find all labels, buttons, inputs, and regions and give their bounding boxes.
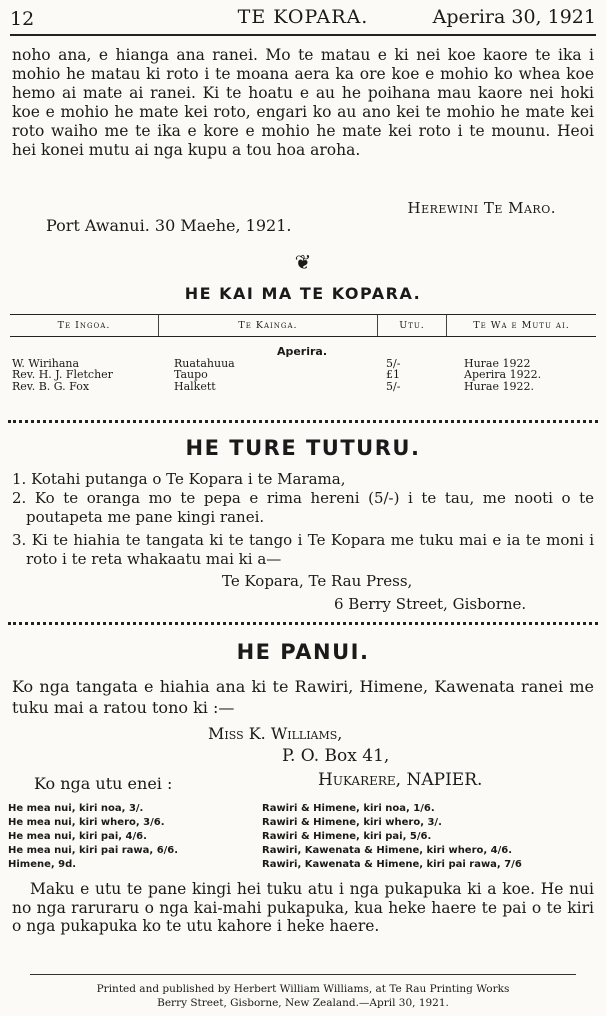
subscriber-place: Taupo <box>174 368 208 381</box>
price-item: Rawiri, Kawenata & Himene, kiri pai rawa, 7/6 <box>262 859 522 870</box>
rule-item <box>12 470 594 489</box>
price-item: Rawiri, Kawenata & Himene, kiri whero, 4/6. <box>262 845 513 856</box>
prices-right-list <box>262 802 522 872</box>
subscriber-amount: 5/- <box>386 356 401 370</box>
price-item: He mea nui, kiri pai, 4/6. <box>8 831 147 842</box>
rule-text: Kotahi putanga o Te Kopara i te Marama, <box>31 470 346 488</box>
letter-signature: Herewini Te Maro. <box>407 199 556 217</box>
subscriber-expiry: Hurae 1922. <box>464 379 534 393</box>
subscriptions-list <box>12 346 592 392</box>
rule-number: 1. <box>12 470 27 488</box>
page-number: 12 <box>10 8 35 30</box>
ornament-divider: ❦ <box>294 250 312 274</box>
page-header <box>10 6 596 32</box>
price-item: Rawiri & Himene, kiri whero, 3/. <box>262 817 442 828</box>
rules-address-line1: Te Kopara, Te Rau Press, <box>222 572 413 590</box>
subscriber-name: Rev. B. G. Fox <box>12 379 90 393</box>
rule-text: Ko te oranga mo te pepa e rima hereni (5/-) i te tau, me nooti o te poutapeta me pane kingi ranei. <box>26 489 594 526</box>
price-item: He mea nui, kiri pai rawa, 6/6. <box>8 845 179 856</box>
price-item: Rawiri & Himene, kiri pai, 5/6. <box>262 831 432 842</box>
subscriber-name: Rev. H. J. Fletcher <box>12 368 113 381</box>
col-kainga: Te Kainga. <box>159 315 378 337</box>
table-row <box>12 369 592 381</box>
price-item: He mea nui, kiri whero, 3/6. <box>8 817 165 828</box>
price-item: Himene, 9d. <box>8 859 77 870</box>
notice-intro: Ko nga tangata e hiahia ana ki te Rawiri, Himene, Kawenata ranei me tuku mai a ratou tono ki :— <box>12 677 594 717</box>
notice-title: HE PANUI. <box>236 640 370 664</box>
price-item: He mea nui, kiri noa, 3/. <box>8 803 144 814</box>
notice-address-town: Hukarere, NAPIER. <box>318 770 483 790</box>
notice-address-box: P. O. Box 41, <box>282 746 390 766</box>
rule-text: Ki te hiahia te tangata ki te tango i Te Kopara me tuku mai e ia te moni i roto i te reta whakaatu mai ki a— <box>26 531 594 568</box>
imprint-line2: Berry Street, Gisborne, New Zealand.—April 30, 1921. <box>157 997 449 1009</box>
letter-body: noho ana, e hianga ana ranei. Mo te matau e ki nei koe kaore te ika i mohio he matau ki roto i te moana aera ka ore koe e mohio ko whea koe hemo ai mate ai ranei. Ki te hoatu e au he poihana mau kaore nei hoki koe e mohio he mate kei roto, engari ko au ano kei te mohio he mate kei roto waiho me te ika e kore e mohio he mate kei roto i te mounu. Heoi hei konei mutu ai nga kupu a tou hoa aroha. <box>12 46 594 159</box>
letter-place-date: Port Awanui. 30 Maehe, 1921. <box>46 216 292 235</box>
subscriber-expiry: Hurae 1922 <box>464 356 531 370</box>
rule-number: 3. <box>12 531 27 549</box>
prices-left-list <box>8 802 178 872</box>
newspaper-title: TE KOPARA. <box>237 6 369 28</box>
price-item: Rawiri & Himene, kiri noa, 1/6. <box>262 803 435 814</box>
issue-date: Aperira 30, 1921 <box>432 6 596 28</box>
subscriber-expiry: Aperira 1922. <box>464 368 542 381</box>
subscriber-amount: 5/- <box>386 379 401 393</box>
subscriptions-month: Aperira. <box>276 345 328 358</box>
notice-address-name: Miss K. Williams, <box>208 724 343 743</box>
col-wa-mutu: Te Wa e Mutu ai. <box>447 315 597 337</box>
table-row <box>12 381 592 393</box>
prices-label: Ko nga utu enei : <box>34 774 173 793</box>
subscriber-name: W. Wirihana <box>12 356 80 370</box>
rules-title: HE TURE TUTURU. <box>185 436 421 460</box>
col-utu: Utu. <box>378 315 447 337</box>
notice-closing: Maku e utu te pane kingi hei tuku atu i nga pukapuka ki a koe. He nui no nga raruraru o nga kai-mahi pukapuka, kua heke haere te pai o te kiri o nga pukapuka ko te utu kahore i heke haere. <box>12 880 594 935</box>
subscriptions-table-header <box>10 314 596 337</box>
rule-item <box>12 489 594 527</box>
imprint-line1: Printed and published by Herbert William Williams, at Te Rau Printing Works <box>96 983 510 995</box>
rule-item <box>12 531 594 569</box>
dotted-divider <box>8 420 598 423</box>
imprint-footer <box>0 982 606 1010</box>
rules-address-line2: 6 Berry Street, Gisborne. <box>334 595 527 613</box>
dotted-divider <box>8 622 598 625</box>
subscriptions-title: HE KAI MA TE KOPARA. <box>184 284 422 303</box>
subscriber-place: Halkett <box>174 379 216 393</box>
header-rule <box>10 34 596 36</box>
subscriber-amount: £1 <box>386 368 400 381</box>
rule-number: 2. <box>12 489 27 507</box>
col-ingoa: Te Ingoa. <box>10 315 159 337</box>
subscriber-place: Ruatahuua <box>174 356 235 370</box>
rules-list <box>12 470 594 569</box>
footer-rule <box>30 974 576 975</box>
